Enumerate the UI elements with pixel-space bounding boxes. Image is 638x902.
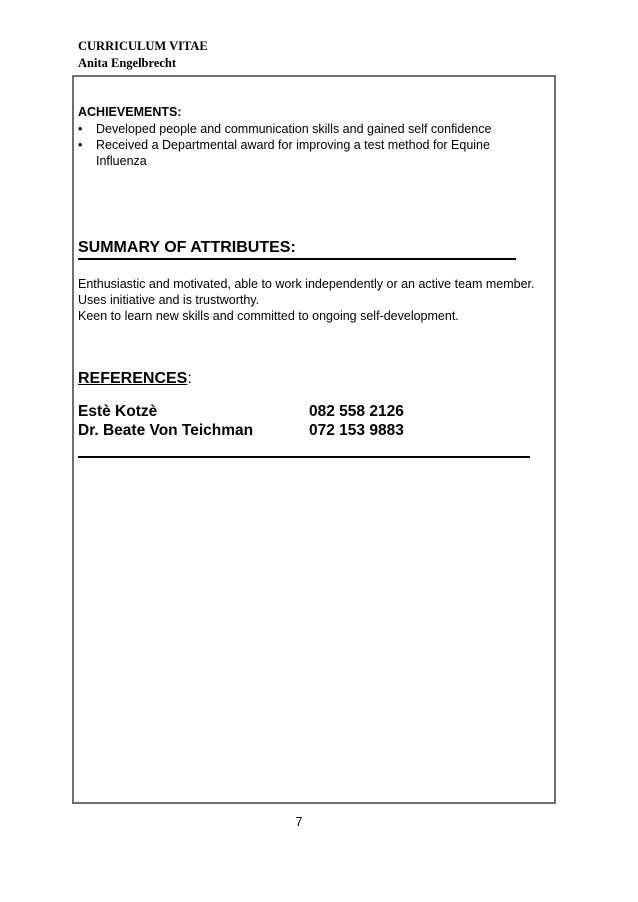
bullet-icon: • <box>78 122 83 136</box>
reference-name: Estè Kotzè <box>78 403 158 420</box>
achievement-text: Received a Departmental award for improving a test method for Equine Influenza <box>96 138 490 168</box>
achievement-item <box>78 121 538 137</box>
achievements-heading: ACHIEVEMENTS: <box>78 105 182 119</box>
achievements-list <box>78 121 538 169</box>
reference-row <box>78 421 404 440</box>
cv-owner-name: Anita Engelbrecht <box>78 56 177 70</box>
bullet-icon: • <box>78 138 83 152</box>
document-header <box>78 38 208 72</box>
references-heading-colon: : <box>187 370 192 387</box>
summary-line: Uses initiative and is trustworthy. <box>78 293 260 307</box>
reference-phone: 072 153 9883 <box>309 422 404 439</box>
reference-phone: 082 558 2126 <box>309 403 404 420</box>
achievement-text: Developed people and communication skills and gained self confidence <box>96 122 492 136</box>
page-number: 7 <box>295 815 303 829</box>
summary-line: Enthusiastic and motivated, able to work independently or an active team member. <box>78 277 535 291</box>
summary-heading-text: SUMMARY OF ATTRIBUTES: <box>78 239 296 256</box>
summary-line: Keen to learn new skills and committed to ongoing self-development. <box>78 309 459 323</box>
references-list <box>78 402 404 440</box>
references-divider <box>78 456 530 458</box>
references-heading-text: REFERENCES <box>78 370 188 387</box>
summary-body <box>78 276 548 324</box>
achievement-item <box>78 137 538 169</box>
reference-row <box>78 402 404 421</box>
reference-name: Dr. Beate Von Teichman <box>78 422 254 439</box>
summary-heading <box>78 238 516 260</box>
cv-title: CURRICULUM VITAE <box>78 39 208 53</box>
references-heading <box>78 369 192 389</box>
